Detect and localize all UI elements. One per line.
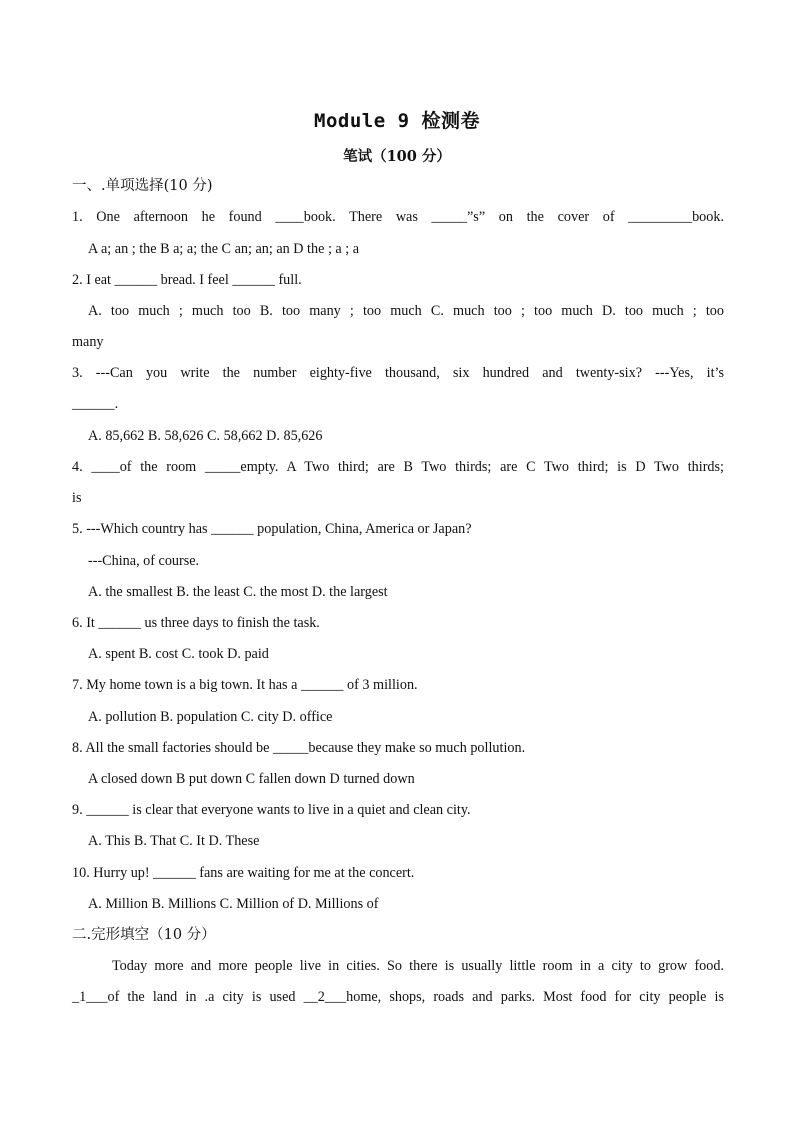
question-1-stem: 1. One afternoon he found ____book. There was _____”s” on the cover of _________book. (72, 209, 724, 225)
question-3-stem-wrap: ______. (72, 396, 119, 412)
question-7-options: A. pollution B. population C. city D. office (88, 709, 333, 725)
question-6-options: A. spent B. cost C. took D. paid (88, 646, 269, 662)
question-4-stem-wrap: is (72, 490, 82, 506)
question-1-options: A a; an ; the B a; a; the C an; an; an D the ; a ; a (88, 241, 360, 257)
section-heading-single-choice: 一、.单项选择(10 分) (72, 178, 213, 194)
question-4-stem: 4. ____of the room _____empty. A Two third; are B Two thirds; are C Two third; is D Two thirds; (72, 459, 724, 475)
question-10-stem: 10. Hurry up! ______ fans are waiting for me at the concert. (72, 865, 415, 881)
question-10-options: A. Million B. Millions C. Million of D. Millions of (88, 896, 379, 912)
question-2-stem: 2. I eat ______ bread. I feel ______ full. (72, 272, 302, 288)
question-9-stem: 9. ______ is clear that everyone wants to live in a quiet and clean city. (72, 802, 471, 818)
question-9-options: A. This B. That C. It D. These (88, 833, 260, 849)
question-8-stem: 8. All the small factories should be _____because they make so much pollution. (72, 740, 526, 756)
question-2-options-wrap: many (72, 334, 104, 350)
page-subtitle: 笔试（100 分） (343, 148, 451, 165)
question-8-options: A closed down B put down C fallen down D turned down (88, 771, 415, 787)
cloze-paragraph-line-1: Today more and more people live in cities. So there is usually little room in a city to grow food. (112, 958, 724, 974)
question-5-options: A. the smallest B. the least C. the most D. the largest (88, 584, 388, 600)
page-title: Module 9 检测卷 (314, 110, 480, 132)
question-5-stem: 5. ---Which country has ______ population, China, America or Japan? (72, 521, 472, 537)
question-5-answer: ---China, of course. (88, 553, 200, 569)
question-7-stem: 7. My home town is a big town. It has a ______ of 3 million. (72, 677, 418, 693)
cloze-paragraph-line-2: _1___of the land in .a city is used __2___home, shops, roads and parks. Most food for city people is (72, 989, 724, 1005)
question-3-stem: 3. ---Can you write the number eighty-five thousand, six hundred and twenty-six? ---Yes, it’s (72, 365, 724, 381)
question-6-stem: 6. It ______ us three days to finish the task. (72, 615, 320, 631)
section-heading-cloze: 二.完形填空（10 分） (72, 927, 216, 943)
question-3-options: A. 85,662 B. 58,626 C. 58,662 D. 85,626 (88, 428, 323, 444)
question-2-options: A. too much ; much too B. too many ; too much C. much too ; too much D. too much ; too (88, 303, 724, 319)
